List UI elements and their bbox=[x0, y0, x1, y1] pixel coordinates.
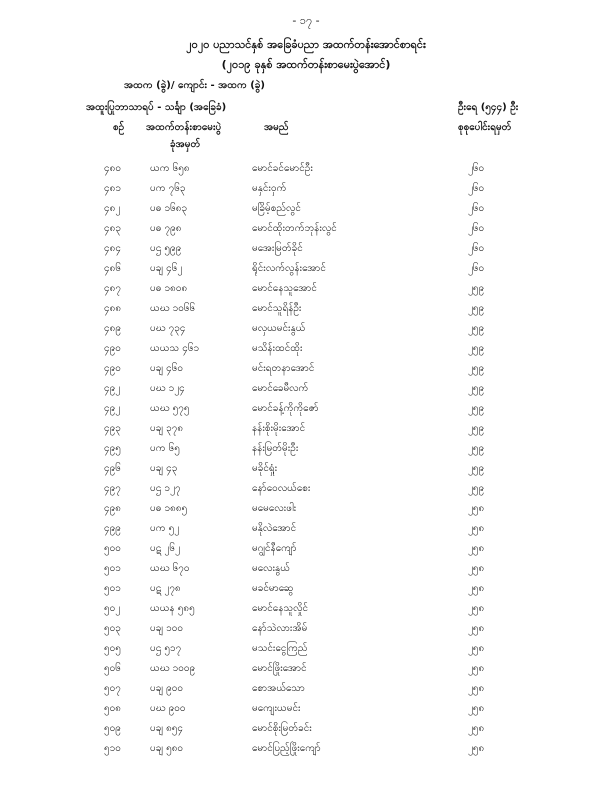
cell-roll: ပဋ ၂၆၂ bbox=[150, 543, 180, 554]
cell-name: မအေးမြတ်ခိုင် bbox=[252, 243, 303, 254]
cell-score: ၂၅၈ bbox=[468, 623, 485, 634]
cell-no: ၅၀၅ bbox=[104, 643, 121, 654]
cell-no: ၄၉၅ bbox=[104, 443, 121, 454]
cell-no: ၄၈၀ bbox=[104, 163, 121, 174]
cell-no: ၅၀၈ bbox=[104, 703, 121, 714]
cell-roll: ပဌ ၁၂၇ bbox=[150, 483, 181, 494]
header-no: စဉ် bbox=[113, 122, 125, 133]
cell-score: ၂၅၈ bbox=[468, 663, 485, 674]
cell-name: မနိုလဲအောင် bbox=[252, 523, 297, 534]
cell-roll: ပချ ၃၇၈ bbox=[150, 423, 184, 434]
header-score: စုစုပေါင်းရမှတ် bbox=[458, 122, 512, 133]
cell-roll: ပချ ၄၆၀ bbox=[150, 363, 183, 374]
cell-name: မောင်နေသူအောင် bbox=[252, 283, 317, 294]
cell-name: မခြိမ့်စည်လွင် bbox=[252, 203, 301, 214]
table-row bbox=[0, 521, 612, 541]
table-row bbox=[0, 601, 612, 621]
table-row bbox=[0, 401, 612, 421]
cell-name: စောအယ်သော bbox=[252, 683, 305, 694]
cell-name: မောင်ထိုးတက်ဘုန်းလွင် bbox=[252, 223, 337, 234]
table-row bbox=[0, 261, 612, 281]
table-row bbox=[0, 661, 612, 681]
cell-roll: ပချ ၉၀၀ bbox=[150, 683, 183, 694]
cell-no: ၄၉၀ bbox=[104, 343, 121, 354]
cell-roll: ပဓ ၇၉၈ bbox=[150, 223, 182, 234]
cell-score: ၂၆၀ bbox=[468, 163, 485, 174]
cell-score: ၂၅၈ bbox=[468, 523, 485, 534]
cell-name: မောင်ခန့်ကိုကိုဇော် bbox=[252, 403, 319, 414]
cell-roll: ယဃ ၁၀၆၆ bbox=[150, 303, 196, 314]
cell-roll: ပဌ ၅၉၉ bbox=[150, 243, 182, 254]
document-title: ၂၀၂၀ ပညာသင်နှစ် အခြေခံပညာ အထက်တန်းအောင်စာရင်း bbox=[186, 38, 426, 51]
cell-no: ၄၈၉ bbox=[104, 323, 121, 334]
cell-score: ၂၅၉ bbox=[468, 283, 485, 294]
cell-name: မမေလေးဖါး bbox=[252, 503, 297, 514]
count-line: ဦးရေ (၅၄၄) ဦး bbox=[458, 102, 519, 113]
cell-no: ၄၉၈ bbox=[104, 503, 121, 514]
school-line: အထက (ခွဲ)/ ကျောင်း - အထက (ခွဲ) bbox=[124, 80, 266, 91]
table-row bbox=[0, 181, 612, 201]
table-row bbox=[0, 441, 612, 461]
cell-no: ၄၉၂ bbox=[104, 403, 121, 414]
cell-score: ၂၅၉ bbox=[468, 423, 485, 434]
cell-no: ၄၉၀ bbox=[104, 363, 121, 374]
cell-no: ၄၈၇ bbox=[104, 283, 121, 294]
header-roll: အထက်တန်းစာမေးပွဲ bbox=[146, 122, 222, 133]
cell-no: ၅၁၀ bbox=[104, 743, 121, 754]
cell-name: မောင်ဖြိုးအောင် bbox=[252, 663, 307, 674]
page-number: - ၁၇ - bbox=[292, 14, 320, 27]
cell-score: ၂၅၈ bbox=[468, 603, 485, 614]
cell-roll: ပဋ ၂၇၈ bbox=[150, 583, 181, 594]
cell-name: မခိုင်ရှုံး bbox=[252, 463, 278, 474]
table-row bbox=[0, 341, 612, 361]
cell-score: ၂၅၈ bbox=[468, 703, 485, 714]
cell-no: ၄၉၂ bbox=[104, 383, 121, 394]
cell-roll: ပချ ၈၅၄ bbox=[150, 723, 184, 734]
cell-score: ၂၅၉ bbox=[468, 463, 485, 474]
table-row bbox=[0, 641, 612, 661]
cell-score: ၂၅၈ bbox=[468, 643, 485, 654]
cell-score: ၂၅၉ bbox=[468, 403, 485, 414]
cell-roll: ယဃ ၅၇၅ bbox=[150, 403, 190, 414]
table-row bbox=[0, 201, 612, 221]
cell-roll: ပဓ ၁၆၈၃ bbox=[150, 203, 188, 214]
cell-name: မသင်းငွေကြည် bbox=[252, 643, 308, 654]
cell-name: နန်းစိုးမိုးအောင် bbox=[252, 423, 306, 434]
cell-score: ၂၅၈ bbox=[468, 503, 485, 514]
cell-no: ၄၈၄ bbox=[104, 243, 121, 254]
cell-no: ၄၉၇ bbox=[104, 483, 121, 494]
table-row bbox=[0, 721, 612, 741]
cell-no: ၄၉၃ bbox=[104, 423, 121, 434]
cell-roll: ပချ ၅၈၀ bbox=[150, 743, 184, 754]
cell-score: ၂၆၀ bbox=[468, 183, 485, 194]
cell-score: ၂၅၈ bbox=[468, 743, 485, 754]
table-row bbox=[0, 681, 612, 701]
table-row bbox=[0, 461, 612, 481]
cell-name: မောင်ခင်မောင်ဦး bbox=[252, 163, 313, 174]
cell-roll: ပက ၇၆၃ bbox=[150, 183, 186, 194]
cell-no: ၅၀၉ bbox=[104, 723, 121, 734]
cell-no: ၄၈၃ bbox=[104, 223, 121, 234]
cell-name: မောင်ခေမီလက် bbox=[252, 383, 309, 394]
cell-no: ၅၀၁ bbox=[104, 583, 121, 594]
cell-score: ၂၅၉ bbox=[468, 303, 485, 314]
cell-score: ၂၆၀ bbox=[468, 263, 485, 274]
cell-roll: ယယသ ၄၆၁ bbox=[150, 343, 200, 354]
cell-score: ၂၆၀ bbox=[468, 243, 485, 254]
table-row bbox=[0, 301, 612, 321]
cell-no: ၅၀၂ bbox=[104, 603, 121, 614]
cell-name: မောင်ပြည့်ဖြိုးကျော် bbox=[252, 743, 321, 754]
cell-name: နော်သဲလားအိမ် bbox=[252, 623, 308, 634]
table-row bbox=[0, 241, 612, 261]
table-row bbox=[0, 381, 612, 401]
cell-name: မောင်သူရိန်ဦး bbox=[252, 303, 302, 314]
cell-roll: ပဌ ၅၁၇ bbox=[150, 643, 182, 654]
cell-roll: ပဃ ၇၃၄ bbox=[150, 323, 186, 334]
cell-score: ၂၅၉ bbox=[468, 383, 485, 394]
cell-score: ၂၅၈ bbox=[468, 723, 485, 734]
cell-name: နော်ဝေလယ်စေး bbox=[252, 483, 311, 494]
cell-name: နန်းမြတ်မိုးဦး bbox=[252, 443, 299, 454]
cell-score: ၂၅၉ bbox=[468, 343, 485, 354]
cell-no: ၅၀၆ bbox=[104, 663, 121, 674]
table-row bbox=[0, 541, 612, 561]
results-table bbox=[0, 161, 612, 761]
cell-no: ၅၀၀ bbox=[104, 543, 121, 554]
table-row bbox=[0, 321, 612, 341]
cell-name: မလှယမင်းနွယ် bbox=[252, 323, 306, 334]
cell-score: ၂၅၉ bbox=[468, 443, 485, 454]
cell-name: မသိန်းထင်ထိုး bbox=[252, 343, 303, 354]
table-row bbox=[0, 581, 612, 601]
cell-roll: ပဃ ၁၂၄ bbox=[150, 383, 185, 394]
table-row bbox=[0, 221, 612, 241]
cell-score: ၂၅၉ bbox=[468, 483, 485, 494]
cell-score: ၂၆၀ bbox=[468, 223, 485, 234]
cell-name: မနှင်းဝှက် bbox=[252, 183, 287, 194]
cell-score: ၂၅၉ bbox=[468, 323, 485, 334]
cell-roll: ယဃ ၆၇၀ bbox=[150, 563, 190, 574]
cell-score: ၂၅၈ bbox=[468, 563, 485, 574]
cell-score: ၂၅၈ bbox=[468, 583, 485, 594]
cell-score: ၂၅၈ bbox=[468, 683, 485, 694]
cell-roll: ပချ ၄၆၂ bbox=[150, 263, 183, 274]
table-row bbox=[0, 741, 612, 761]
cell-no: ၄၈၁ bbox=[104, 183, 121, 194]
cell-roll: ပဓ ၁၈၈၅ bbox=[150, 503, 188, 514]
table-row bbox=[0, 501, 612, 521]
cell-roll: ယယန ၅၈၅ bbox=[150, 603, 195, 614]
cell-name: မင်းရတနာအောင် bbox=[252, 363, 315, 374]
cell-name: မဂျွင်နီကျော် bbox=[252, 543, 297, 554]
cell-roll: ပချ ၁၀၀ bbox=[150, 623, 183, 634]
cell-name: မခင်မာဆွေ bbox=[252, 583, 294, 594]
table-row bbox=[0, 481, 612, 501]
cell-no: ၄၈၆ bbox=[104, 263, 121, 274]
document-subtitle: (၂၀၁၉ ခုနှစ် အထက်တန်းစာမေးပွဲအောင်) bbox=[221, 58, 391, 71]
cell-roll: ယဃ ၁၀၀၉ bbox=[150, 663, 196, 674]
cell-roll: ယက ၆၅၈ bbox=[150, 163, 190, 174]
table-row bbox=[0, 421, 612, 441]
header-name: အမည် bbox=[264, 122, 289, 133]
cell-no: ၄၈၈ bbox=[104, 303, 122, 314]
cell-no: ၅၀၁ bbox=[104, 563, 121, 574]
cell-name: မလေးနွယ် bbox=[252, 563, 290, 574]
cell-name: ရိုင်းလက်လွန်းအောင် bbox=[252, 263, 326, 274]
cell-no: ၅၀၇ bbox=[104, 683, 121, 694]
cell-score: ၂၅၉ bbox=[468, 363, 485, 374]
cell-name: မောင်စိုးမြတ်ခင်း bbox=[252, 723, 312, 734]
table-row bbox=[0, 701, 612, 721]
cell-name: မကျေးယမင်း bbox=[252, 703, 301, 714]
table-row bbox=[0, 281, 612, 301]
cell-roll: ပက ၅၂ bbox=[150, 523, 180, 534]
table-row bbox=[0, 561, 612, 581]
cell-no: ၄၉၉ bbox=[104, 523, 121, 534]
cell-score: ၂၅၈ bbox=[468, 543, 485, 554]
cell-roll: ပက ၆၅ bbox=[150, 443, 180, 454]
header-roll-sub: ခုံအမှတ် bbox=[170, 139, 201, 150]
cell-no: ၄၉၆ bbox=[104, 463, 121, 474]
cell-score: ၂၆၀ bbox=[468, 203, 485, 214]
cell-no: ၅၀၃ bbox=[104, 623, 121, 634]
table-row bbox=[0, 621, 612, 641]
cell-roll: ပဃ ၉၀၀ bbox=[150, 703, 186, 714]
cell-roll: ပဓ ၁၈၀၈ bbox=[150, 283, 188, 294]
subject-line: အထူးပြုဘာသာရပ် - သင်္ချာ (အခြေခံ) bbox=[86, 102, 227, 113]
cell-no: ၄၈၂ bbox=[104, 203, 121, 214]
cell-name: မောင်နေသူလှိုင် bbox=[252, 603, 308, 614]
cell-roll: ပချ ၄၃ bbox=[150, 463, 178, 474]
table-row bbox=[0, 161, 612, 181]
table-row bbox=[0, 361, 612, 381]
